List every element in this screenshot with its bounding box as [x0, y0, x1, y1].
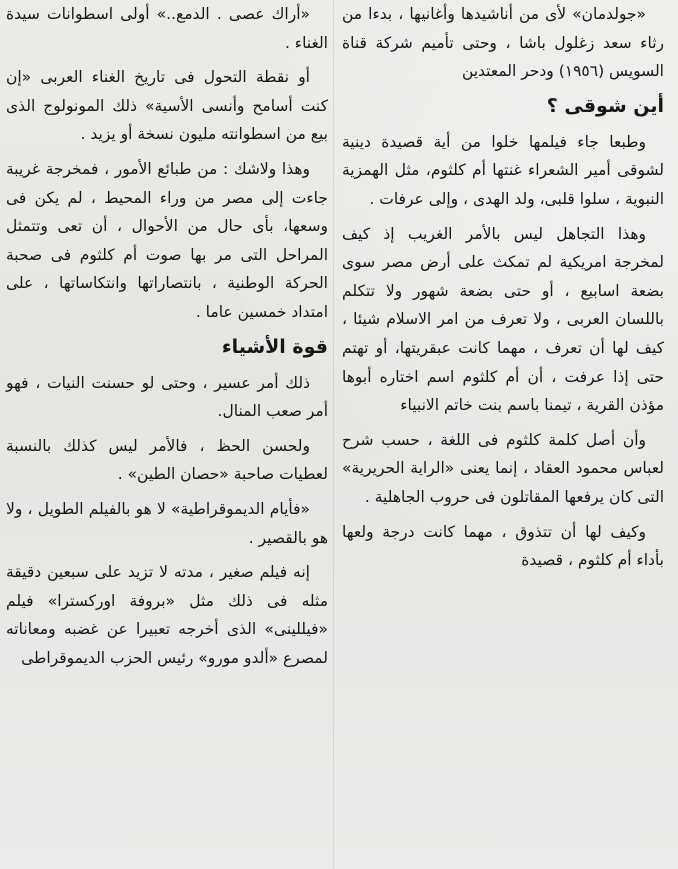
- paragraph-9: ذلك أمر عسير ، وحتى لو حسنت النيات ، فهو أمر صعب المنال.: [6, 373, 328, 421]
- paragraph-7: أو نقطة التحول فى تاريخ الغناء العربى «إن كنت أسامح وأنسى الأسية» ذلك المونولوج الذى بيع من اسطوانته مليون نسخة أو يزيد .: [6, 68, 328, 144]
- left-column: [6, 0, 328, 678]
- right-column: [342, 0, 664, 581]
- paragraph-5: وكيف لها أن تتذوق ، مهما كانت درجة ولعها بأداء أم كلثوم ، قصيدة: [342, 522, 664, 570]
- paragraph-3: وهذا التجاهل ليس بالأمر الغريب إذ كيف لمخرجة امريكية لم تمكث على أرض مصر سوى بضعة اسابيع ، أو حتى بضعة شهور ولا تتكلم باللسان العربى ، ولا تعرف من امر الاسلام شيئا ، كيف لها أن تعرف ، مهما كانت عبقريتها، أو تهتم حتى إذا عرفت ، أن أم كلثوم اسم اختاره أبوها مؤذن القرية ، تيمنا باسم بنت خاتم الانبياء: [342, 224, 664, 415]
- paragraph-12: إنه فيلم صغير ، مدته لا تزيد على سبعين دقيقة مثله فى ذلك مثل «بروفة اوركسترا» فيلم «فيللينى» الذى أخرجه تعبيرا عن غضبه ومعاناته لمصرع «ألدو مورو» رئيس الحزب الديموقراطى: [6, 563, 328, 667]
- paragraph-8: وهذا ولاشك : من طبائع الأمور ، فمخرجة غريبة جاءت إلى مصر من وراء المحيط ، لم يكن فى وسعها، بأى حال من الأحوال ، أن تعى وتتمثل المراحل التى مر بها صوت أم كلثوم فى صحبة الحركة الوطنية ، بانتصاراتها وانتكاساتها ، على امتداد خمسين عاما .: [6, 159, 328, 321]
- paragraph-11: «فأيام الديموقراطية» لا هو بالفيلم الطويل ، ولا هو بالقصير .: [6, 499, 328, 547]
- section-heading-2: قوة الأشياء: [221, 335, 328, 358]
- paragraph-6: «أراك عصى . الدمع..» أولى اسطوانات سيدة الغناء .: [6, 5, 328, 52]
- paragraph-1: «جولدمان» لأى من أناشيدها وأغانيها ، بدءا من رثاء سعد زغلول باشا ، وحتى تأميم شركة قناة السويس (١٩٥٦) ودحر المعتدين: [342, 5, 664, 81]
- paragraph-4: وأن أصل كلمة كلثوم فى اللغة ، حسب شرح لعباس محمود العقاد ، إنما يعنى «الراية الحريرية» التى كان يرفعها المقاتلون فى حروب الجاهلية .: [342, 430, 664, 506]
- section-heading-1: أين شوقى ؟: [546, 94, 664, 117]
- column-divider: [333, 0, 334, 869]
- paragraph-10: ولحسن الحظ ، فالأمر ليس كذلك بالنسبة لعطيات صاحبة «حصان الطين» .: [6, 436, 328, 484]
- paragraph-2: وطبعا جاء فيلمها خلوا من أية قصيدة دينية لشوقى أمير الشعراء غنتها أم كلثوم، مثل الهمزية النبوية ، سلوا قلبى، ولد الهدى ، وإلى عرفات .: [342, 132, 664, 208]
